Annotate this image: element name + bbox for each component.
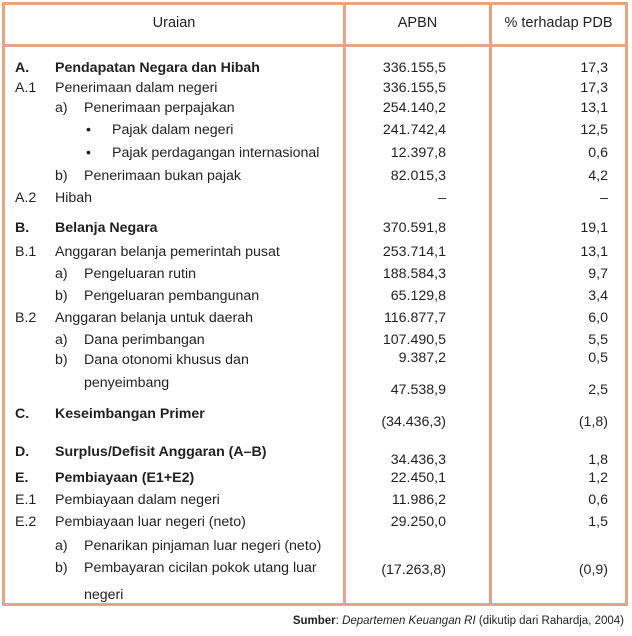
row-pdb-value: 12,5	[580, 122, 608, 138]
row-apbn-value: 34.436,3	[390, 452, 446, 468]
row-label: Belanja Negara	[55, 220, 158, 236]
row-pdb-value: 17,3	[580, 60, 608, 76]
row-sub-marker: a)	[55, 266, 68, 282]
row-pdb-value: –	[600, 190, 608, 206]
row-sub-marker: b)	[55, 560, 68, 576]
row-sub-marker: a)	[55, 332, 68, 348]
row-label: negeri	[84, 587, 124, 603]
row-label: Penarikan pinjaman luar negeri (neto)	[84, 538, 322, 554]
bullet-icon: •	[86, 145, 91, 161]
row-pdb-value: 17,3	[580, 80, 608, 96]
row-apbn-value: 22.450,1	[390, 470, 446, 486]
row-pdb-value: 13,1	[580, 244, 608, 260]
row-apbn-value: 253.714,1	[382, 244, 446, 260]
row-apbn-value: –	[438, 190, 446, 206]
row-pdb-value: 19,1	[580, 220, 608, 236]
row-apbn-value: 116.877,7	[383, 310, 446, 326]
row-label: Penerimaan dalam negeri	[55, 80, 218, 96]
source-note: Sumber: Departemen Keuangan RI (dikutip dari Rahardja, 2004)	[292, 615, 624, 627]
row-pdb-value: 5,5	[588, 332, 608, 348]
row-label: Pembiayaan (E1+E2)	[55, 470, 195, 486]
row-apbn-value: 65.129,8	[390, 288, 446, 304]
row-pdb-value: 2,5	[588, 382, 608, 398]
row-label: Pembayaran cicilan pokok utang luar	[84, 560, 317, 576]
row-apbn-value: (17.263,8)	[381, 562, 446, 578]
row-sub-marker: b)	[55, 288, 68, 304]
row-code: E.	[15, 470, 29, 486]
row-label: Pajak dalam negeri	[112, 122, 234, 138]
row-code: A.2	[15, 190, 37, 206]
row-code: D.	[15, 444, 30, 460]
row-apbn-value: 107.490,5	[382, 332, 446, 348]
row-label: penyeimbang	[84, 375, 170, 391]
row-sub-marker: b)	[55, 352, 68, 368]
row-pdb-value: (1,8)	[578, 414, 608, 430]
row-apbn-value: 188.584,3	[382, 266, 446, 282]
row-label: Hibah	[55, 190, 93, 206]
row-pdb-value: 1,2	[588, 470, 608, 486]
row-apbn-value: 9.387,2	[398, 350, 446, 366]
row-code: A.1	[15, 80, 37, 96]
row-pdb-value: 4,2	[588, 168, 608, 184]
row-pdb-value: 3,4	[588, 288, 608, 304]
row-label: Pendapatan Negara dan Hibah	[55, 60, 260, 76]
row-sub-marker: a)	[55, 100, 68, 116]
row-sub-marker: b)	[55, 168, 68, 184]
row-code: E.2	[15, 514, 37, 530]
header-pdb: % terhadap PDB	[504, 15, 613, 31]
row-apbn-value: 12.397,8	[390, 145, 446, 161]
row-label: Surplus/Defisit Anggaran (A–B)	[55, 444, 267, 460]
row-label: Pengeluaran pembangunan	[84, 288, 260, 304]
row-label: Anggaran belanja pemerintah pusat	[55, 244, 280, 260]
row-pdb-value: 1,5	[588, 514, 608, 530]
column-divider	[489, 2, 492, 606]
row-pdb-value: 0,6	[588, 145, 608, 161]
row-pdb-value: 0,6	[588, 492, 608, 508]
row-apbn-value: 11.986,2	[391, 492, 446, 508]
row-sub-marker: a)	[55, 538, 68, 554]
row-code: A.	[15, 60, 30, 76]
row-apbn-value: 336.155,5	[382, 60, 446, 76]
header-divider	[2, 44, 628, 47]
source-org: Departemen Keuangan RI	[342, 615, 476, 627]
row-label: Keseimbangan Primer	[55, 406, 205, 422]
row-pdb-value: 0,5	[588, 350, 608, 366]
bullet-icon: •	[86, 122, 91, 138]
row-code: E.1	[15, 492, 37, 508]
row-label: Dana perimbangan	[84, 332, 205, 348]
row-label: Pengeluaran rutin	[84, 266, 197, 282]
row-pdb-value: (0,9)	[578, 562, 608, 578]
row-apbn-value: 254.140,2	[382, 100, 446, 116]
row-label: Dana otonomi khusus dan	[84, 352, 249, 368]
source-label: Sumber	[292, 615, 336, 627]
row-apbn-value: 29.250,0	[390, 514, 446, 530]
row-pdb-value: 13,1	[580, 100, 608, 116]
row-code: B.	[15, 220, 30, 236]
source-citation: (dikutip dari Rahardja, 2004)	[478, 615, 624, 627]
header-apbn: APBN	[397, 15, 438, 31]
row-label: Pajak perdagangan internasional	[112, 145, 320, 161]
row-label: Penerimaan bukan pajak	[84, 168, 241, 184]
row-label: Pembiayaan dalam negeri	[55, 492, 220, 508]
row-apbn-value: 370.591,8	[382, 220, 446, 236]
row-code: C.	[15, 406, 30, 422]
row-apbn-value: (34.436,3)	[381, 414, 446, 430]
row-apbn-value: 336.155,5	[382, 80, 446, 96]
row-apbn-value: 241.742,4	[382, 122, 446, 138]
row-label: Penerimaan perpajakan	[84, 100, 235, 116]
row-pdb-value: 6,0	[588, 310, 608, 326]
row-pdb-value: 1,8	[588, 452, 608, 468]
row-code: B.2	[15, 310, 37, 326]
row-code: B.1	[15, 244, 37, 260]
row-apbn-value: 47.538,9	[390, 382, 446, 398]
row-pdb-value: 9,7	[588, 266, 608, 282]
header-uraian: Uraian	[152, 15, 196, 31]
row-apbn-value: 82.015,3	[390, 168, 446, 184]
row-label: Anggaran belanja untuk daerah	[55, 310, 253, 326]
row-label: Pembiayaan luar negeri (neto)	[55, 514, 246, 530]
